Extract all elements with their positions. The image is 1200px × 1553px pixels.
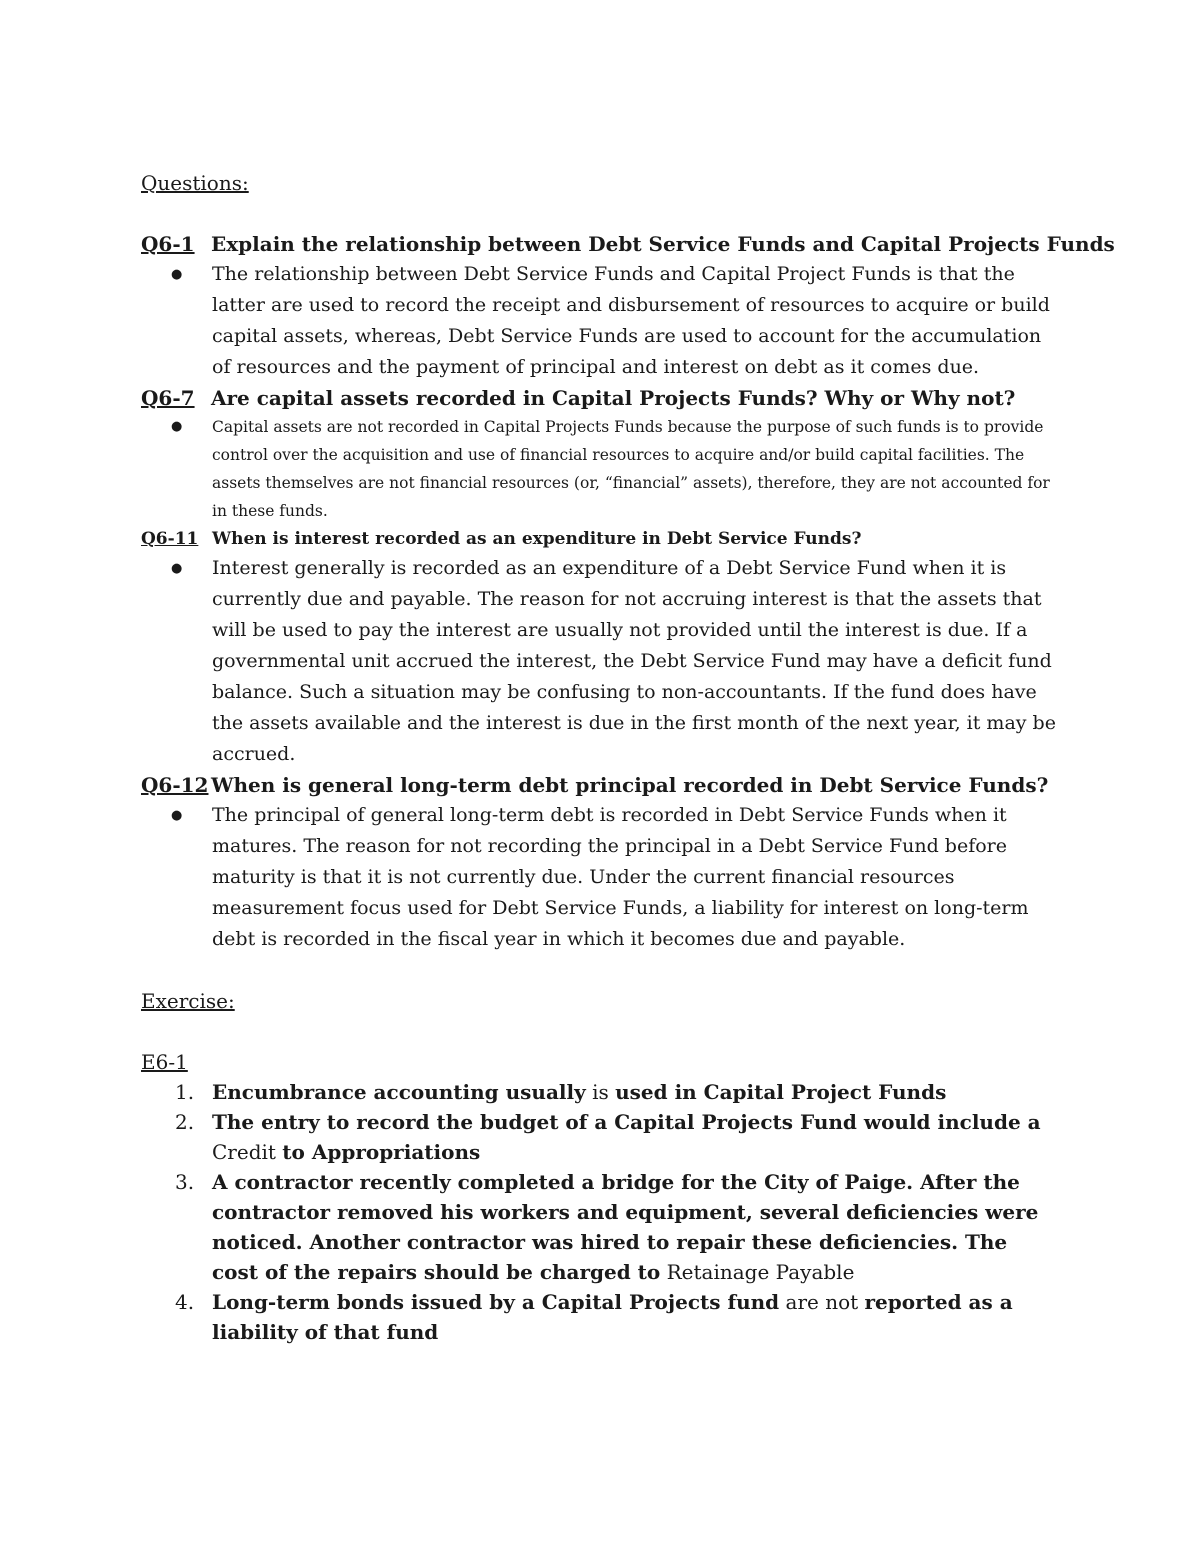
question-number: Q6-11 [141, 529, 199, 549]
item-text-bold: A contractor recently completed a bridge for the City of Paige. After the contractor removed his workers and equipment, several deficiencies were noticed. Another contractor was hired to repair these deficiencies. The cost of the repairs should be charged to [212, 1170, 1039, 1284]
question-text: Explain the relationship between Debt Service Funds and Capital Projects Funds [211, 232, 1115, 256]
bullet-icon: ● [171, 561, 183, 576]
item-text-bold: used in Capital Project Funds [615, 1080, 947, 1104]
item-answer: is [585, 1080, 616, 1104]
spacer [141, 955, 1060, 986]
exercise-list [141, 1077, 1060, 1347]
answer-text: The relationship between Debt Service Funds and Capital Project Funds is that the latter are used to record the receipt and disbursement of resources to acquire or build capital assets, whereas, Debt Service Funds are used to account for the accumulation of resources and the payment of principal and interest on debt as it comes due. [212, 263, 1050, 378]
item-number: 1. [175, 1080, 195, 1104]
question-q6-1-heading [141, 229, 1115, 259]
question-number: Q6-1 [141, 232, 195, 256]
answer-text: Capital assets are not recorded in Capital Projects Funds because the purpose of such funds is to provide control over the acquisition and use of financial resources to acquire and/or build capital facilities. The assets themselves are not financial resources (or, “financial” assets), therefore, they are not accounted for in these funds. [212, 418, 1050, 520]
bullet-icon: ● [171, 267, 183, 282]
answer-q6-11 [141, 553, 1060, 770]
answer-q6-12 [141, 800, 1060, 955]
questions-heading: Questions: [141, 171, 249, 195]
answer-q6-1 [141, 259, 1060, 383]
spacer [141, 198, 1060, 229]
bullet-icon: ● [171, 419, 183, 434]
item-number: 4. [175, 1290, 195, 1314]
item-text-bold: reported as a liability of that fund [212, 1290, 1013, 1344]
question-number: Q6-7 [141, 386, 195, 410]
bullet-icon: ● [171, 808, 183, 823]
item-text-bold: to Appropriations [282, 1140, 481, 1164]
item-answer: Retainage Payable [660, 1260, 855, 1284]
question-number: Q6-12 [141, 773, 209, 797]
question-q6-11-heading [141, 525, 1060, 553]
question-text: Are capital assets recorded in Capital Projects Funds? Why or Why not? [211, 386, 1016, 410]
item-number: 3. [175, 1170, 195, 1194]
question-text: When is interest recorded as an expenditure in Debt Service Funds? [212, 529, 862, 549]
exercise-id: E6-1 [141, 1050, 188, 1074]
item-text-bold: The entry to record the budget of a Capital Projects Fund would include a [212, 1110, 1041, 1134]
item-text-bold: Long-term bonds issued by a Capital Projects fund [212, 1290, 780, 1314]
answer-q6-7 [141, 413, 1060, 525]
answer-text: Interest generally is recorded as an expenditure of a Debt Service Fund when it is currently due and payable. The reason for not accruing interest is that the assets that will be used to pay the interest are usually not provided until the interest is due. If a governmental unit accrued the interest, the Debt Service Fund may have a deficit fund balance. Such a situation may be confusing to non-accountants. If the fund does have the assets available and the interest is due in the first month of the next year, it may be accrued. [212, 557, 1056, 765]
item-answer: Credit [212, 1140, 283, 1164]
spacer [141, 1016, 1060, 1047]
item-answer: are not [779, 1290, 865, 1314]
question-q6-7-heading [141, 383, 1060, 413]
exercise-item-3 [141, 1167, 1060, 1287]
item-text-bold: Encumbrance accounting usually [212, 1080, 586, 1104]
answer-text: The principal of general long-term debt is recorded in Debt Service Funds when it matures. The reason for not recording the principal in a Debt Service Fund before maturity is that it is not currently due. Under the current financial resources measurement focus used for Debt Service Funds, a liability for interest on long-term debt is recorded in the fiscal year in which it becomes due and payable. [212, 804, 1029, 950]
item-number: 2. [175, 1110, 195, 1134]
question-q6-12-heading [141, 770, 1060, 800]
exercise-heading: Exercise: [141, 989, 235, 1013]
exercise-item-1 [141, 1077, 1060, 1107]
question-text: When is general long-term debt principal recorded in Debt Service Funds? [211, 773, 1049, 797]
exercise-item-4 [141, 1287, 1060, 1347]
exercise-item-2 [141, 1107, 1060, 1167]
